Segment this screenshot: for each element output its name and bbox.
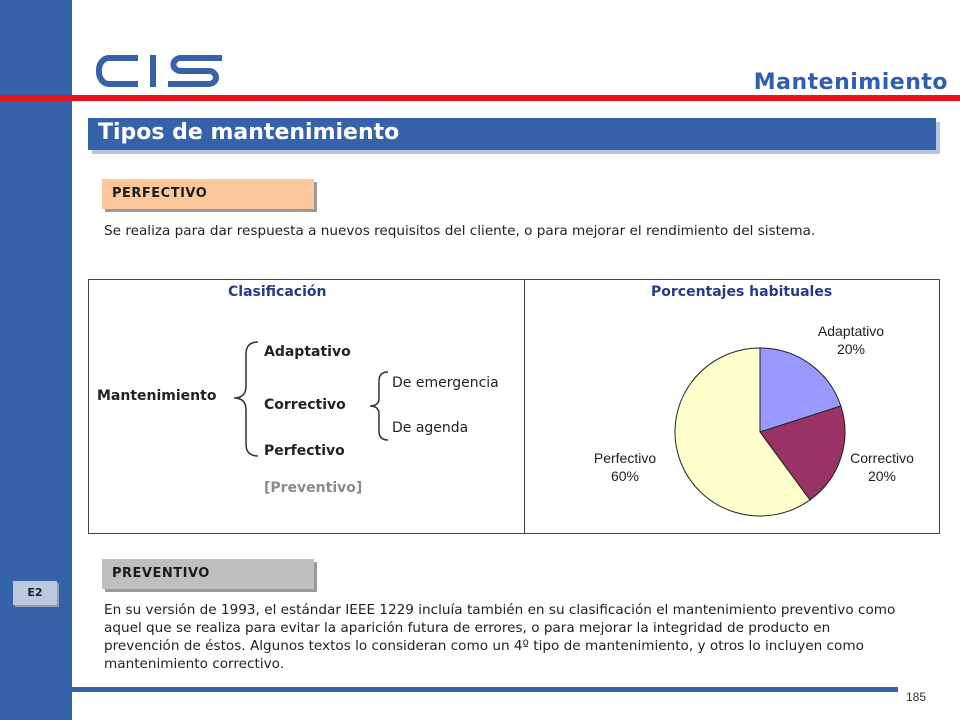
perfectivo-tag: PERFECTIVO [102,179,314,209]
clasificacion-heading: Clasificación [228,284,327,300]
preventivo-description: En su versión de 1993, el estándar IEEE 1229 incluía también en su clasificación el mantenimiento preventivo como aquel que se realiza para evitar la aparición futura de errores, o para mejorar la integridad de producto en prevención de éstos. Algunos textos lo consideran como un 4º tipo de mantenimiento, y otros lo incluyen como mantenimiento correctivo. [104,602,896,672]
pie-value-perfectivo: 60% [610,468,640,484]
preventivo-tag: PREVENTIVO [102,559,314,589]
side-badge: E2 [13,581,57,605]
header-rule [0,95,960,101]
brace-main [232,340,262,458]
porcentajes-heading: Porcentajes habituales [651,284,833,300]
page-number: 185 [906,690,927,704]
pie-value-correctivo: 20% [867,468,897,484]
pie-value-adaptativo: 20% [836,341,866,357]
tree-leaf-de-agenda: De agenda [392,420,469,436]
tree-node-perfectivo: Perfectivo [264,443,345,459]
tree-node-preventivo: [Preventivo] [264,480,363,496]
section-title: Mantenimiento [753,70,948,95]
left-sidebar-bar [0,0,72,720]
slide-title: Tipos de mantenimiento [98,120,400,145]
tree-root-mantenimiento: Mantenimiento [97,388,217,404]
footer-rule [72,687,898,692]
pie-label-correctivo: Correctivo [850,450,914,466]
porcentajes-pie-chart [527,300,939,532]
panel-divider [524,279,525,534]
tree-node-correctivo: Correctivo [264,397,346,413]
pie-label-adaptativo: Adaptativo [817,323,885,339]
tree-node-adaptativo: Adaptativo [264,344,351,360]
brace-correctivo [368,370,390,442]
pie-label-perfectivo: Perfectivo [593,450,657,466]
cis-logo [93,52,225,90]
tree-leaf-de-emergencia: De emergencia [392,375,499,391]
perfectivo-description: Se realiza para dar respuesta a nuevos requisitos del cliente, o para mejorar el rendimiento del sistema. [104,223,816,239]
